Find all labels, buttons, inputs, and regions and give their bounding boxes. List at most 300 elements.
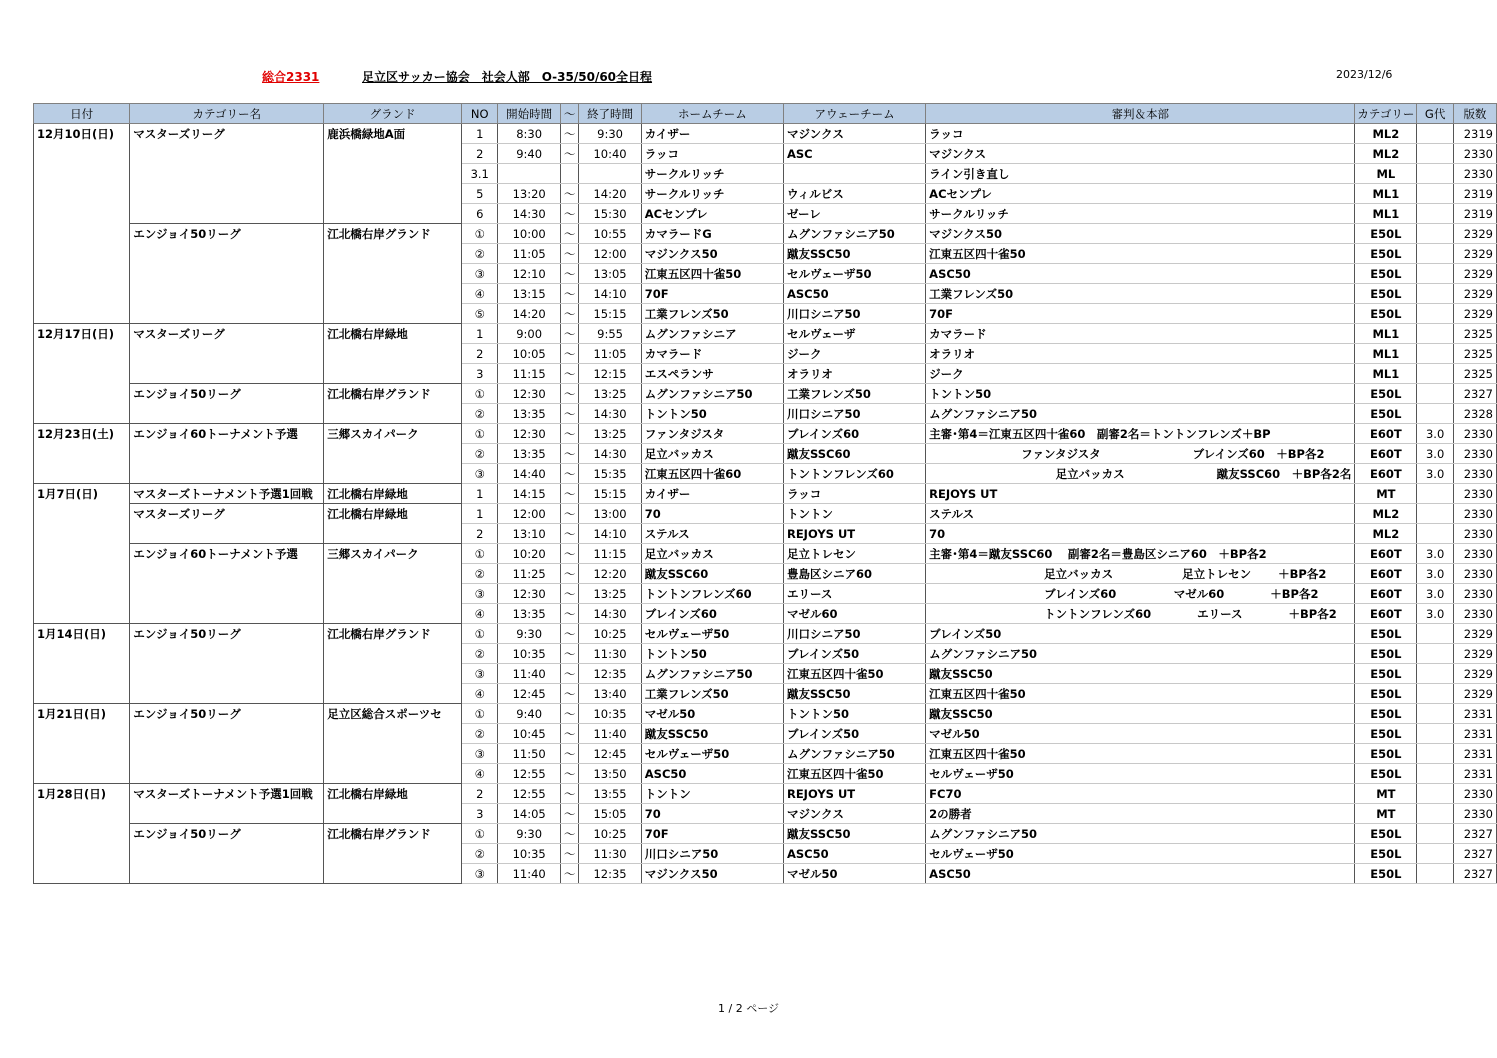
cell-sep: ～ bbox=[560, 564, 579, 584]
cell-cat: E50L bbox=[1355, 664, 1417, 684]
cell-date bbox=[34, 164, 130, 184]
cell-home: ASC50 bbox=[641, 764, 783, 784]
cell-home: ムグンファシニア50 bbox=[641, 384, 783, 404]
cell-start: 10:45 bbox=[498, 724, 560, 744]
cell-home: 70 bbox=[641, 504, 783, 524]
cell-sep: ～ bbox=[560, 264, 579, 284]
cell-referee: REJOYS UT bbox=[926, 484, 1355, 504]
cell-sep: ～ bbox=[560, 364, 579, 384]
cell-ver: 2330 bbox=[1453, 504, 1496, 524]
cell-g bbox=[1417, 224, 1453, 244]
cell-g bbox=[1417, 184, 1453, 204]
cell-category: エンジョイ60トーナメント予選 bbox=[130, 424, 324, 444]
cell-home: トントン50 bbox=[641, 644, 783, 664]
cell-ground bbox=[324, 764, 462, 784]
col-header-referee: 審判＆本部 bbox=[926, 104, 1355, 124]
cell-end: 11:05 bbox=[579, 344, 641, 364]
cell-referee: 蹴友SSC50 bbox=[926, 704, 1355, 724]
cell-start: 10:35 bbox=[498, 644, 560, 664]
cell-ground bbox=[324, 864, 462, 884]
cell-no: ④ bbox=[462, 684, 498, 704]
cell-away: ゼーレ bbox=[783, 204, 925, 224]
cell-home: エスペランサ bbox=[641, 364, 783, 384]
table-row bbox=[34, 824, 1497, 844]
cell-ver: 2329 bbox=[1453, 664, 1496, 684]
cell-date: 1月14日(日) bbox=[34, 624, 130, 644]
cell-cat: MT bbox=[1355, 804, 1417, 824]
cell-start: 14:15 bbox=[498, 484, 560, 504]
cell-home: セルヴェーザ50 bbox=[641, 624, 783, 644]
table-row bbox=[34, 544, 1497, 564]
cell-sep: ～ bbox=[560, 444, 579, 464]
cell-ver: 2331 bbox=[1453, 764, 1496, 784]
cell-away: 江東五区四十雀50 bbox=[783, 764, 925, 784]
cell-sep: ～ bbox=[560, 344, 579, 364]
cell-category bbox=[130, 664, 324, 684]
cell-ground bbox=[324, 524, 462, 544]
cell-date bbox=[34, 264, 130, 284]
cell-sep: ～ bbox=[560, 684, 579, 704]
col-header-category: カテゴリー名 bbox=[130, 104, 324, 124]
cell-sep: ～ bbox=[560, 604, 579, 624]
cell-home: サークルリッチ bbox=[641, 184, 783, 204]
cell-referee: 工業フレンズ50 bbox=[926, 284, 1355, 304]
cell-home: 川口シニア50 bbox=[641, 844, 783, 864]
cell-cat: MT bbox=[1355, 484, 1417, 504]
cell-no: 5 bbox=[462, 184, 498, 204]
table-row bbox=[34, 124, 1497, 144]
cell-sep: ～ bbox=[560, 464, 579, 484]
cell-start: 11:15 bbox=[498, 364, 560, 384]
cell-g bbox=[1417, 284, 1453, 304]
table-row bbox=[34, 784, 1497, 804]
cell-home: ファンタジスタ bbox=[641, 424, 783, 444]
cell-g bbox=[1417, 704, 1453, 724]
cell-sep: ～ bbox=[560, 524, 579, 544]
col-header-sep: ～ bbox=[560, 104, 579, 124]
cell-ver: 2329 bbox=[1453, 224, 1496, 244]
cell-no: 6 bbox=[462, 204, 498, 224]
cell-end: 14:30 bbox=[579, 604, 641, 624]
cell-no: ① bbox=[462, 424, 498, 444]
table-header-row bbox=[34, 104, 1497, 124]
cell-cat: ML1 bbox=[1355, 184, 1417, 204]
cell-start: 10:20 bbox=[498, 544, 560, 564]
table-row bbox=[34, 404, 1497, 424]
cell-ground bbox=[324, 644, 462, 664]
cell-start: 12:55 bbox=[498, 784, 560, 804]
cell-ver: 2329 bbox=[1453, 644, 1496, 664]
cell-ver: 2328 bbox=[1453, 404, 1496, 424]
cell-home: カマラードG bbox=[641, 224, 783, 244]
cell-date bbox=[34, 344, 130, 364]
cell-home: カイザー bbox=[641, 484, 783, 504]
cell-end: 14:10 bbox=[579, 284, 641, 304]
cell-home: ラッコ bbox=[641, 144, 783, 164]
cell-start: 12:30 bbox=[498, 384, 560, 404]
cell-cat: E50L bbox=[1355, 704, 1417, 724]
cell-sep: ～ bbox=[560, 144, 579, 164]
cell-away: ムグンファシニア50 bbox=[783, 744, 925, 764]
cell-ver: 2329 bbox=[1453, 684, 1496, 704]
cell-start: 11:05 bbox=[498, 244, 560, 264]
cell-cat: E60T bbox=[1355, 604, 1417, 624]
cell-away: 川口シニア50 bbox=[783, 624, 925, 644]
cell-sep: ～ bbox=[560, 804, 579, 824]
cell-ground bbox=[324, 604, 462, 624]
cell-home: ブレインズ60 bbox=[641, 604, 783, 624]
cell-end: 13:25 bbox=[579, 384, 641, 404]
table-row bbox=[34, 644, 1497, 664]
cell-end: 11:30 bbox=[579, 844, 641, 864]
col-header-g: G代 bbox=[1417, 104, 1453, 124]
cell-end: 11:30 bbox=[579, 644, 641, 664]
cell-ver: 2330 bbox=[1453, 604, 1496, 624]
cell-home: 工業フレンズ50 bbox=[641, 684, 783, 704]
cell-ground: 江北橋右岸グランド bbox=[324, 824, 462, 844]
cell-category bbox=[130, 724, 324, 744]
cell-ground bbox=[324, 244, 462, 264]
cell-g bbox=[1417, 124, 1453, 144]
cell-no: 1 bbox=[462, 124, 498, 144]
col-header-date: 日付 bbox=[34, 104, 130, 124]
cell-category: マスターズリーグ bbox=[130, 504, 324, 524]
cell-referee: オラリオ bbox=[926, 344, 1355, 364]
cell-g bbox=[1417, 664, 1453, 684]
cell-ver: 2329 bbox=[1453, 264, 1496, 284]
table-row bbox=[34, 264, 1497, 284]
cell-cat: E50L bbox=[1355, 284, 1417, 304]
cell-cat: MT bbox=[1355, 784, 1417, 804]
table-row bbox=[34, 364, 1497, 384]
cell-home: ムグンファシニア50 bbox=[641, 664, 783, 684]
cell-ground bbox=[324, 744, 462, 764]
cell-referee: マジンクス50 bbox=[926, 224, 1355, 244]
cell-ver: 2325 bbox=[1453, 324, 1496, 344]
cell-sep: ～ bbox=[560, 244, 579, 264]
table-row bbox=[34, 524, 1497, 544]
cell-cat: ML1 bbox=[1355, 204, 1417, 224]
cell-no: ① bbox=[462, 384, 498, 404]
cell-g bbox=[1417, 724, 1453, 744]
cell-date bbox=[34, 504, 130, 524]
cell-sep: ～ bbox=[560, 184, 579, 204]
cell-home: カイザー bbox=[641, 124, 783, 144]
cell-referee: FC70 bbox=[926, 784, 1355, 804]
cell-no: 3 bbox=[462, 364, 498, 384]
cell-cat: ML2 bbox=[1355, 524, 1417, 544]
cell-ground: 江北橋右岸グランド bbox=[324, 624, 462, 644]
cell-category bbox=[130, 264, 324, 284]
cell-category bbox=[130, 284, 324, 304]
cell-no: ① bbox=[462, 224, 498, 244]
cell-referee: ASC50 bbox=[926, 864, 1355, 884]
table-row bbox=[34, 344, 1497, 364]
table-row bbox=[34, 844, 1497, 864]
page-footer: 1 / 2 ページ bbox=[718, 1002, 779, 1015]
cell-end: 14:30 bbox=[579, 444, 641, 464]
cell-cat: E60T bbox=[1355, 444, 1417, 464]
cell-ground bbox=[324, 364, 462, 384]
cell-g bbox=[1417, 804, 1453, 824]
cell-start: 12:55 bbox=[498, 764, 560, 784]
cell-g bbox=[1417, 504, 1453, 524]
cell-referee: ライン引き直し bbox=[926, 164, 1355, 184]
cell-end: 15:15 bbox=[579, 304, 641, 324]
cell-referee: セルヴェーザ50 bbox=[926, 764, 1355, 784]
cell-ground bbox=[324, 804, 462, 824]
cell-referee: セルヴェーザ50 bbox=[926, 844, 1355, 864]
cell-away: 江東五区四十雀50 bbox=[783, 664, 925, 684]
cell-category bbox=[130, 184, 324, 204]
cell-referee: 70F bbox=[926, 304, 1355, 324]
cell-no: ⑤ bbox=[462, 304, 498, 324]
table-row bbox=[34, 684, 1497, 704]
cell-date bbox=[34, 204, 130, 224]
cell-date bbox=[34, 144, 130, 164]
cell-no: ③ bbox=[462, 864, 498, 884]
cell-category: エンジョイ60トーナメント予選 bbox=[130, 544, 324, 564]
cell-ver: 2327 bbox=[1453, 384, 1496, 404]
cell-date bbox=[34, 864, 130, 884]
cell-home: サークルリッチ bbox=[641, 164, 783, 184]
cell-end: 10:25 bbox=[579, 824, 641, 844]
cell-home: セルヴェーザ50 bbox=[641, 744, 783, 764]
cell-date bbox=[34, 744, 130, 764]
cell-home: マジンクス50 bbox=[641, 244, 783, 264]
cell-sep: ～ bbox=[560, 784, 579, 804]
cell-g bbox=[1417, 784, 1453, 804]
cell-referee: ASC50 bbox=[926, 264, 1355, 284]
cell-cat: E50L bbox=[1355, 224, 1417, 244]
cell-away: エリース bbox=[783, 584, 925, 604]
cell-sep: ～ bbox=[560, 544, 579, 564]
cell-sep: ～ bbox=[560, 384, 579, 404]
table-row bbox=[34, 204, 1497, 224]
cell-date bbox=[34, 284, 130, 304]
cell-date bbox=[34, 184, 130, 204]
cell-category bbox=[130, 464, 324, 484]
cell-away: REJOYS UT bbox=[783, 524, 925, 544]
cell-category: マスターズリーグ bbox=[130, 124, 324, 144]
cell-ver: 2319 bbox=[1453, 124, 1496, 144]
table-row bbox=[34, 604, 1497, 624]
cell-away: ブレインズ50 bbox=[783, 724, 925, 744]
cell-start: 12:30 bbox=[498, 584, 560, 604]
cell-cat: E50L bbox=[1355, 864, 1417, 884]
cell-start: 8:30 bbox=[498, 124, 560, 144]
cell-ground bbox=[324, 344, 462, 364]
cell-date bbox=[34, 724, 130, 744]
cell-cat: ML bbox=[1355, 164, 1417, 184]
cell-start: 9:40 bbox=[498, 704, 560, 724]
cell-cat: E50L bbox=[1355, 764, 1417, 784]
cell-ver: 2329 bbox=[1453, 624, 1496, 644]
cell-ver: 2329 bbox=[1453, 244, 1496, 264]
cell-category bbox=[130, 164, 324, 184]
cell-sep: ～ bbox=[560, 864, 579, 884]
cell-referee: トントンフレンズ60 エリース ＋BP各2 bbox=[926, 604, 1355, 624]
cell-end: 10:40 bbox=[579, 144, 641, 164]
cell-ground: 江北橋右岸緑地 bbox=[324, 484, 462, 504]
cell-category bbox=[130, 404, 324, 424]
cell-category: エンジョイ50リーグ bbox=[130, 624, 324, 644]
cell-category: エンジョイ50リーグ bbox=[130, 824, 324, 844]
cell-start: 14:40 bbox=[498, 464, 560, 484]
cell-no: ③ bbox=[462, 664, 498, 684]
cell-no: ① bbox=[462, 824, 498, 844]
cell-home: トントン bbox=[641, 784, 783, 804]
cell-sep: ～ bbox=[560, 284, 579, 304]
cell-home: カマラード bbox=[641, 344, 783, 364]
table-row bbox=[34, 244, 1497, 264]
cell-date bbox=[34, 364, 130, 384]
cell-no: ② bbox=[462, 844, 498, 864]
cell-cat: E50L bbox=[1355, 824, 1417, 844]
cell-g bbox=[1417, 764, 1453, 784]
cell-category bbox=[130, 764, 324, 784]
cell-category bbox=[130, 804, 324, 824]
cell-end: 10:25 bbox=[579, 624, 641, 644]
cell-end: 12:45 bbox=[579, 744, 641, 764]
cell-no: ④ bbox=[462, 764, 498, 784]
cell-cat: E50L bbox=[1355, 244, 1417, 264]
cell-g: 3.0 bbox=[1417, 584, 1453, 604]
cell-end: 12:35 bbox=[579, 664, 641, 684]
cell-ground: 江北橋右岸緑地 bbox=[324, 324, 462, 344]
cell-start: 9:30 bbox=[498, 824, 560, 844]
table-row bbox=[34, 584, 1497, 604]
col-header-cat: カテゴリー bbox=[1355, 104, 1417, 124]
cell-g bbox=[1417, 524, 1453, 544]
cell-home: ムグンファシニア bbox=[641, 324, 783, 344]
cell-no: 1 bbox=[462, 504, 498, 524]
cell-away: ジーク bbox=[783, 344, 925, 364]
cell-referee: 江東五区四十雀50 bbox=[926, 744, 1355, 764]
cell-category bbox=[130, 304, 324, 324]
cell-no: ④ bbox=[462, 604, 498, 624]
cell-category: マスターズトーナメント予選1回戦 bbox=[130, 784, 324, 804]
cell-away: セルヴェーザ bbox=[783, 324, 925, 344]
cell-ground bbox=[324, 584, 462, 604]
cell-g: 3.0 bbox=[1417, 444, 1453, 464]
cell-start: 10:05 bbox=[498, 344, 560, 364]
cell-no: 1 bbox=[462, 484, 498, 504]
cell-away: マゼル50 bbox=[783, 864, 925, 884]
table-row bbox=[34, 864, 1497, 884]
cell-g bbox=[1417, 824, 1453, 844]
cell-away: ASC bbox=[783, 144, 925, 164]
cell-ver: 2331 bbox=[1453, 724, 1496, 744]
cell-away: トントン50 bbox=[783, 704, 925, 724]
cell-g bbox=[1417, 364, 1453, 384]
cell-referee: ムグンファシニア50 bbox=[926, 404, 1355, 424]
cell-date bbox=[34, 244, 130, 264]
cell-ground: 三郷スカイパーク bbox=[324, 544, 462, 564]
cell-away: 蹴友SSC50 bbox=[783, 824, 925, 844]
cell-away: マジンクス bbox=[783, 804, 925, 824]
cell-cat: E50L bbox=[1355, 744, 1417, 764]
cell-g bbox=[1417, 204, 1453, 224]
cell-category bbox=[130, 644, 324, 664]
cell-category bbox=[130, 744, 324, 764]
cell-referee: ステルス bbox=[926, 504, 1355, 524]
cell-category bbox=[130, 864, 324, 884]
cell-ground bbox=[324, 404, 462, 424]
cell-referee: 蹴友SSC50 bbox=[926, 664, 1355, 684]
cell-date bbox=[34, 824, 130, 844]
cell-end: 12:20 bbox=[579, 564, 641, 584]
cell-end: 15:30 bbox=[579, 204, 641, 224]
cell-no: ① bbox=[462, 624, 498, 644]
cell-start: 9:30 bbox=[498, 624, 560, 644]
document-date: 2023/12/6 bbox=[1336, 68, 1393, 81]
cell-ver: 2327 bbox=[1453, 864, 1496, 884]
cell-referee: ブレインズ50 bbox=[926, 624, 1355, 644]
cell-away: 蹴友SSC50 bbox=[783, 244, 925, 264]
cell-date bbox=[34, 684, 130, 704]
cell-ver: 2330 bbox=[1453, 164, 1496, 184]
cell-referee: ムグンファシニア50 bbox=[926, 824, 1355, 844]
cell-ground bbox=[324, 724, 462, 744]
cell-away: オラリオ bbox=[783, 364, 925, 384]
cell-cat: E50L bbox=[1355, 844, 1417, 864]
cell-sep: ～ bbox=[560, 324, 579, 344]
cell-ground bbox=[324, 184, 462, 204]
cell-end: 13:25 bbox=[579, 584, 641, 604]
cell-sep: ～ bbox=[560, 224, 579, 244]
cell-away: 川口シニア50 bbox=[783, 304, 925, 324]
table-row bbox=[34, 764, 1497, 784]
cell-g bbox=[1417, 164, 1453, 184]
cell-referee: サークルリッチ bbox=[926, 204, 1355, 224]
cell-category: エンジョイ50リーグ bbox=[130, 224, 324, 244]
cell-cat: ML1 bbox=[1355, 344, 1417, 364]
cell-ground bbox=[324, 444, 462, 464]
cell-end: 12:15 bbox=[579, 364, 641, 384]
cell-date: 1月7日(日) bbox=[34, 484, 130, 504]
cell-referee: 江東五区四十雀50 bbox=[926, 244, 1355, 264]
cell-end: 14:10 bbox=[579, 524, 641, 544]
cell-start bbox=[498, 164, 560, 184]
cell-date bbox=[34, 224, 130, 244]
cell-ground bbox=[324, 684, 462, 704]
cell-date bbox=[34, 384, 130, 404]
cell-ver: 2325 bbox=[1453, 364, 1496, 384]
cell-away: マジンクス bbox=[783, 124, 925, 144]
cell-referee: マゼル50 bbox=[926, 724, 1355, 744]
cell-end: 13:25 bbox=[579, 424, 641, 444]
cell-sep: ～ bbox=[560, 704, 579, 724]
cell-sep: ～ bbox=[560, 504, 579, 524]
cell-end: 14:20 bbox=[579, 184, 641, 204]
cell-date: 12月23日(土) bbox=[34, 424, 130, 444]
cell-category bbox=[130, 604, 324, 624]
table-row bbox=[34, 724, 1497, 744]
cell-g bbox=[1417, 684, 1453, 704]
cell-no: ② bbox=[462, 724, 498, 744]
cell-away: 川口シニア50 bbox=[783, 404, 925, 424]
cell-end: 15:05 bbox=[579, 804, 641, 824]
cell-g: 3.0 bbox=[1417, 464, 1453, 484]
cell-sep: ～ bbox=[560, 424, 579, 444]
cell-away: ASC50 bbox=[783, 844, 925, 864]
cell-date: 1月28日(日) bbox=[34, 784, 130, 804]
table-row bbox=[34, 284, 1497, 304]
cell-sep: ～ bbox=[560, 764, 579, 784]
cell-referee: 2の勝者 bbox=[926, 804, 1355, 824]
cell-ver: 2330 bbox=[1453, 484, 1496, 504]
